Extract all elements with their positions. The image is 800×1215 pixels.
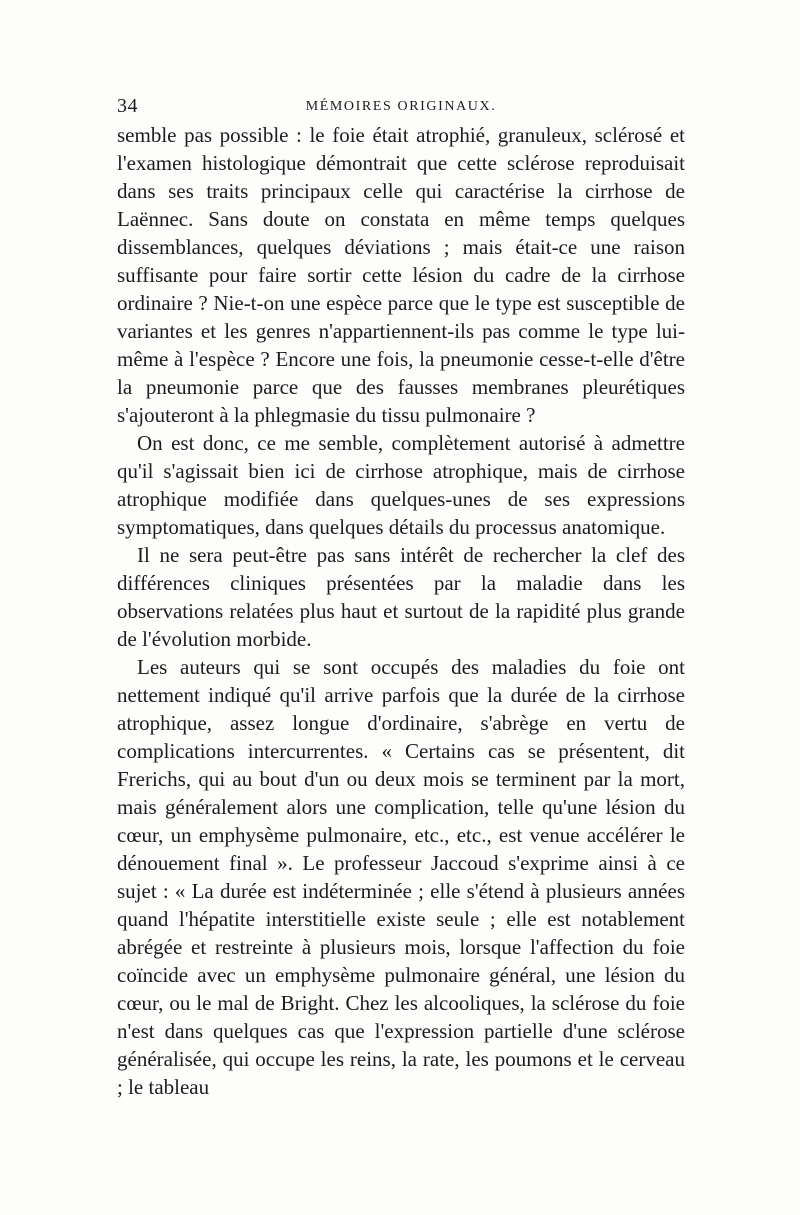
paragraph-3: Il ne sera peut-être pas sans intérêt de rechercher la clef des différences cliniques présentées par la maladie dans les observations relatées plus haut et surtout de la rapidité plus grande de l'évolution morbide. — [117, 543, 685, 651]
paragraph-4: Les auteurs qui se sont occupés des maladies du foie ont nettement indiqué qu'il arrive parfois que la durée de la cirrhose atrophique, assez longue d'ordinaire, s'abrège en vertu de complications intercurrentes. « Certains cas se présentent, dit Frerichs, qui au bout d'un ou deux mois se terminent par la mort, mais généralement alors une complication, telle qu'une lésion du cœur, un emphysème pulmonaire, etc., etc., est venue accélérer le dénouement final ». Le professeur Jaccoud s'exprime ainsi à ce sujet : « La durée est indéterminée ; elle s'étend à plusieurs années quand l'hépatite interstitielle existe seule ; elle est notablement abrégée et restreinte à plusieurs mois, lorsque l'affection du foie coïncide avec un emphysème pulmonaire général, une lésion du cœur, ou le mal de Bright. Chez les alcooliques, la sclérose du foie n'est dans quelques cas que l'expression partielle d'une sclérose généralisée, qui occupe les reins, la rate, les poumons et le cerveau ; le tableau — [117, 655, 685, 1099]
page-header — [117, 95, 685, 119]
page-number: 34 — [117, 95, 138, 117]
running-title: MÉMOIRES ORIGINAUX. — [305, 99, 497, 114]
paragraph-2: On est donc, ce me semble, complètement autorisé à admettre qu'il s'agissait bien ici de cirrhose atrophique, mais de cirrhose atrophique modifiée dans quelques-unes de ses expressions symptomatiques, dans quelques détails du processus anatomique. — [117, 431, 685, 539]
paragraph-1: semble pas possible : le foie était atrophié, granuleux, sclérosé et l'examen histologique démontrait que cette sclérose reproduisait dans ses traits principaux celle qui caractérise la cirrhose de Laënnec. Sans doute on constata en même temps quelques dissemblances, quelques déviations ; mais était-ce une raison suffisante pour faire sortir cette lésion du cadre de la cirrhose ordinaire ? Nie-t-on une espèce parce que le type est susceptible de variantes et les genres n'appartiennent-ils pas comme le type lui-même à l'espèce ? Encore une fois, la pneumonie cesse-t-elle d'être la pneumonie parce que des fausses membranes pleurétiques s'ajouteront à la phlegmasie du tissu pulmonaire ? — [117, 123, 685, 427]
body-text — [117, 121, 685, 1101]
